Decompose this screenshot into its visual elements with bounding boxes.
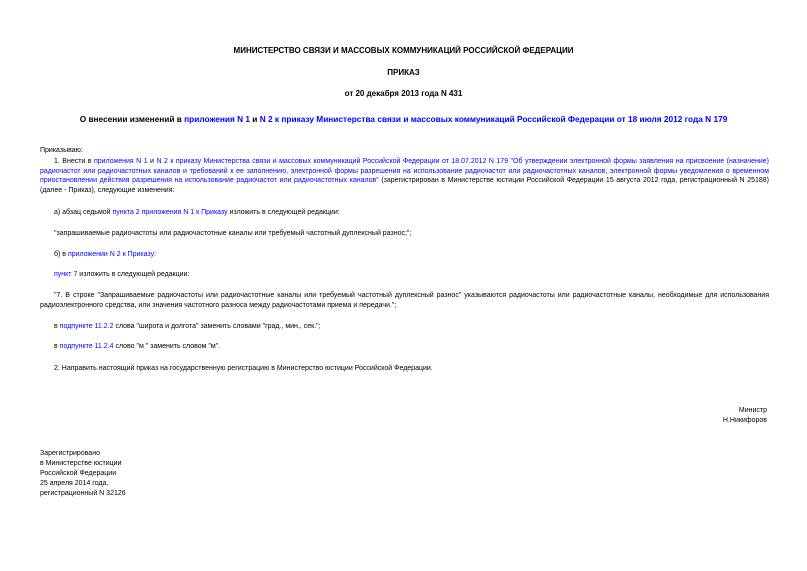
pb1-link[interactable]: пункт 7	[54, 271, 78, 278]
pb3-text-2: слово "м " заменить словом "м".	[113, 343, 221, 350]
pb-text-1: б) в	[54, 251, 68, 258]
quote-2: "7. В строке "Запрашиваемые радиочастоты или радиочастотные каналы или требуемый частотный дуплексный разнос" указываются радиочастоты или радиочастотные каналы, необходимые для использования радиоэлектронного средства, или значения частотного разноса между радиочастотами приема и передачи.";	[40, 292, 769, 309]
pb-link[interactable]: приложении N 2 к Приказу	[67, 251, 155, 258]
paragraph-b-2	[54, 322, 769, 332]
pa-text-1: а) абзац седьмой	[54, 209, 113, 216]
pb3-text-1: в	[54, 343, 60, 350]
pa-text-2: изложить в следующей редакции:	[227, 209, 340, 216]
pb1-text: изложить в следующей редакции:	[77, 271, 190, 278]
pb2-link[interactable]: подпункте 11.2.2	[59, 323, 114, 330]
ministry-heading: МИНИСТЕРСТВО СВЯЗИ И МАССОВЫХ КОММУНИКАЦИЙ РОССИЙСКОЙ ФЕДЕРАЦИИ	[233, 46, 574, 55]
document-title	[40, 115, 767, 125]
paragraph-b-1	[54, 270, 769, 280]
paragraph-b	[54, 250, 769, 260]
registration-line-5: регистрационный N 32126	[40, 490, 126, 497]
paragraph-b-3	[54, 342, 769, 352]
p1-text-3: (зарегистрирован в Министерстве юстиции Российской Федерации 15 августа 2012 года, регистрационный N 25188) (далее - Приказ), следующие изменения:	[40, 177, 769, 194]
paragraph-1	[40, 157, 769, 195]
registration-line-1: Зарегистрировано	[40, 450, 100, 457]
title-prefix: О внесении изменений в	[79, 114, 185, 124]
registration-line-4: 25 апреля 2014 года,	[40, 480, 109, 487]
signature-name: Н.Никифоров	[722, 417, 767, 424]
title-link-appendix-2[interactable]: N 2 к приказу Министерства связи и массовых коммуникаций Российской Федерации от 18 июля 2012 года N 179	[259, 114, 728, 124]
signature-position: Министр	[738, 407, 767, 414]
pb-text-2: :	[154, 251, 157, 258]
registration-line-2: в Министерстве юстиции	[40, 460, 122, 467]
pb2-text-2: слова "широта и долгота" заменить словами "град., мин., сек.";	[113, 323, 321, 330]
registration-line-3: Российской Федерации	[40, 470, 117, 477]
title-link-appendix-1[interactable]: приложения N 1	[184, 114, 250, 124]
paragraph-2: 2. Направить настоящий приказ на государственную регистрацию в Министерство юстиции Российской Федерации.	[54, 365, 433, 372]
p1-link-order-179[interactable]: N 2 к приказу Министерства связи и массовых коммуникаций Российской Федерации от 18.07.2012 N 179 "Об утверждении электронной формы заявления на присвоение (назначение) радиочастот или радиочастотных каналов и требований к ее заполнению, электронной формы разрешения на использование радиочастот или радиочастотных каналов, электронной формы уведомления о временном приостановлении действия разрешения на использование радиочастот или радиочастотных каналов"	[40, 158, 769, 184]
paragraph-a	[54, 208, 769, 218]
p1-text-2: и	[147, 158, 157, 165]
date-number-heading: от 20 декабря 2013 года N 431	[344, 89, 463, 98]
pb2-text-1: в	[54, 323, 60, 330]
pa-link[interactable]: пункта 2 приложения N 1 к Приказу	[112, 209, 228, 216]
p1-text-1: 1. Внести в	[54, 158, 94, 165]
pb3-link[interactable]: подпункте 11.2.4	[59, 343, 114, 350]
order-word: Приказываю:	[40, 147, 83, 154]
doc-type-heading: ПРИКАЗ	[387, 68, 420, 77]
p1-link-appendix-1[interactable]: приложения N 1	[94, 158, 148, 165]
quote-1: "запрашиваемые радиочастоты или радиочастотные каналы или требуемый частотный дуплексный разнос;";	[54, 230, 412, 237]
title-and: и	[250, 114, 260, 124]
